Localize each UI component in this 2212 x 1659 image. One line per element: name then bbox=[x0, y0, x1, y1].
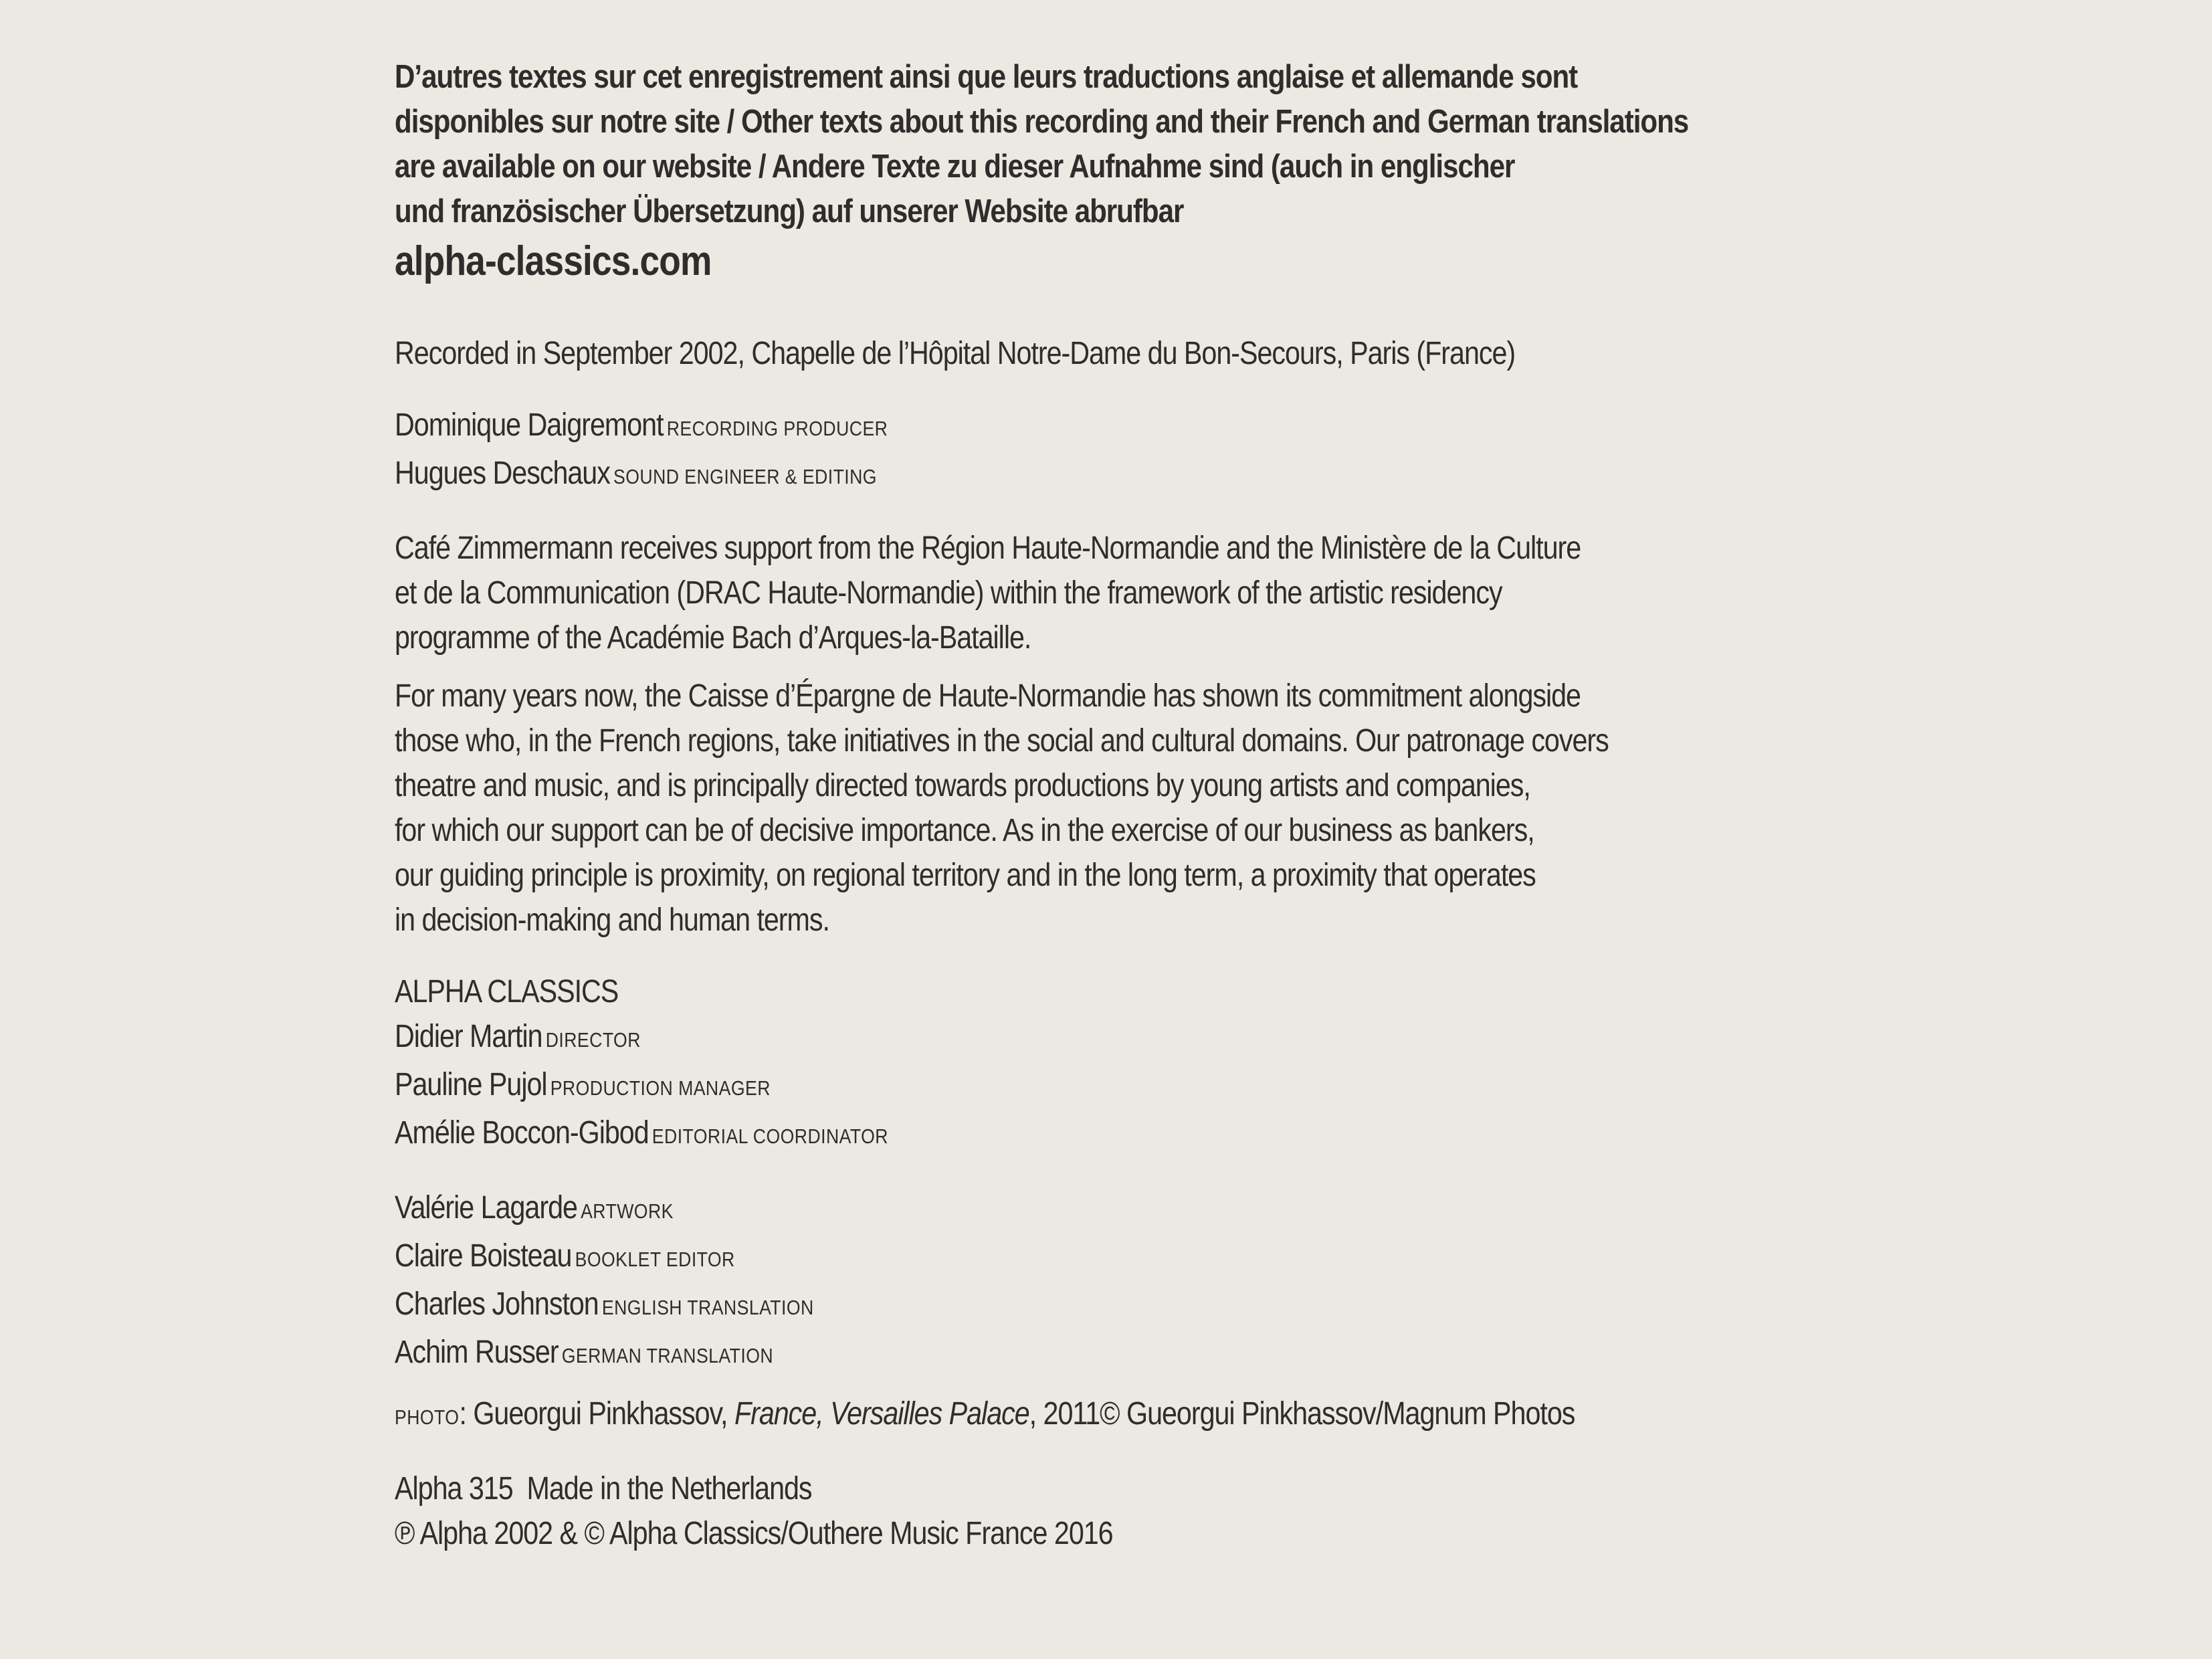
credit-line bbox=[395, 1062, 1833, 1110]
paragraph-line: our guiding principle is proximity, on regional territory and in the long term, a proximity that operates bbox=[395, 858, 1536, 893]
liner-notes-page bbox=[395, 55, 1826, 1556]
credit-role: RECORDING PRODUCER bbox=[666, 417, 888, 440]
credit-role: BOOKLET EDITOR bbox=[575, 1248, 735, 1271]
catalog-line: Alpha 315 Made in the Netherlands bbox=[395, 1471, 812, 1506]
paragraph-line: et de la Communication (DRAC Haute-Normandie) within the framework of the artistic residency bbox=[395, 575, 1502, 611]
credit-line bbox=[395, 1185, 1833, 1234]
paragraph-line: in decision-making and human terms. bbox=[395, 902, 829, 938]
paragraph-line: For many years now, the Caisse d’Épargne de Haute-Normandie has shown its commitment alongside bbox=[395, 678, 1581, 714]
copyright-line: ℗ Alpha 2002 & © Alpha Classics/Outhere Music France 2016 bbox=[395, 1516, 1113, 1551]
credit-role: ARTWORK bbox=[581, 1199, 674, 1223]
paragraph-line: those who, in the French regions, take initiatives in the social and cultural domains. Our patronage covers bbox=[395, 723, 1609, 759]
credit-role: SOUND ENGINEER & EDITING bbox=[613, 465, 877, 488]
recording-location-text: Recorded in September 2002, Chapelle de l’Hôpital Notre-Dame du Bon-Secours, Paris (France) bbox=[395, 336, 1516, 371]
label-credits bbox=[395, 969, 1833, 1159]
paragraph-line: for which our support can be of decisive importance. As in the exercise of our business as bankers, bbox=[395, 813, 1534, 848]
credit-line bbox=[395, 1330, 1833, 1378]
website-note-line: D’autres textes sur cet enregistrement ainsi que leurs traductions anglaise et allemande sont bbox=[395, 59, 1578, 95]
credit-role: PRODUCTION MANAGER bbox=[550, 1076, 771, 1100]
label-name: ALPHA CLASSICS bbox=[395, 974, 619, 1009]
credit-name: Achim Russer bbox=[395, 1335, 559, 1370]
credit-name: Dominique Daigremont bbox=[395, 407, 664, 443]
photo-rest: , 2011© Gueorgui Pinkhassov/Magnum Photos bbox=[1029, 1396, 1575, 1432]
photo-label: PHOTO bbox=[395, 1405, 460, 1429]
credit-name: Claire Boisteau bbox=[395, 1238, 572, 1274]
credit-name: Valérie Lagarde bbox=[395, 1190, 577, 1226]
credit-name: Pauline Pujol bbox=[395, 1067, 547, 1102]
credit-name: Didier Martin bbox=[395, 1019, 542, 1054]
credit-line bbox=[395, 403, 1833, 451]
credit-name: Hugues Deschaux bbox=[395, 456, 610, 491]
recording-credits bbox=[395, 403, 1833, 499]
credit-line bbox=[395, 1282, 1833, 1330]
website-note-line: disponibles sur notre site / Other texts about this recording and their French and German translations bbox=[395, 104, 1689, 140]
website-note bbox=[395, 55, 1833, 234]
website-note-line: und französischer Übersetzung) auf unserer Website abrufbar bbox=[395, 193, 1184, 229]
credit-line bbox=[395, 1234, 1833, 1282]
photo-title: France, Versailles Palace bbox=[734, 1396, 1029, 1432]
credit-role: GERMAN TRANSLATION bbox=[561, 1344, 774, 1367]
paragraph-line: programme of the Académie Bach d’Arques-la-Bataille. bbox=[395, 620, 1031, 656]
credit-role: ENGLISH TRANSLATION bbox=[601, 1296, 814, 1319]
footer bbox=[395, 1466, 1833, 1556]
credit-line bbox=[395, 1110, 1833, 1159]
credit-role: DIRECTOR bbox=[545, 1028, 641, 1052]
paragraph-line: theatre and music, and is principally directed towards productions by young artists and companies, bbox=[395, 768, 1530, 803]
credit-role: EDITORIAL COORDINATOR bbox=[651, 1125, 888, 1148]
support-paragraph bbox=[395, 526, 1833, 660]
credit-name: Charles Johnston bbox=[395, 1286, 599, 1322]
paragraph-line: Café Zimmermann receives support from the Région Haute-Normandie and the Ministère de la Culture bbox=[395, 530, 1581, 566]
credit-line bbox=[395, 451, 1833, 499]
recording-location bbox=[395, 331, 1833, 376]
booklet-credits bbox=[395, 1185, 1833, 1378]
photo-credit bbox=[395, 1391, 1833, 1440]
photo-credit-line bbox=[395, 1391, 1833, 1440]
photo-photographer: : Gueorgui Pinkhassov, bbox=[459, 1396, 734, 1432]
website-url[interactable]: alpha-classics.com bbox=[395, 238, 712, 284]
credit-line bbox=[395, 1014, 1833, 1062]
credit-name: Amélie Boccon-Gibod bbox=[395, 1115, 649, 1151]
sponsor-paragraph bbox=[395, 674, 1833, 943]
website-note-line: are available on our website / Andere Texte zu dieser Aufnahme sind (auch in englischer bbox=[395, 149, 1515, 185]
